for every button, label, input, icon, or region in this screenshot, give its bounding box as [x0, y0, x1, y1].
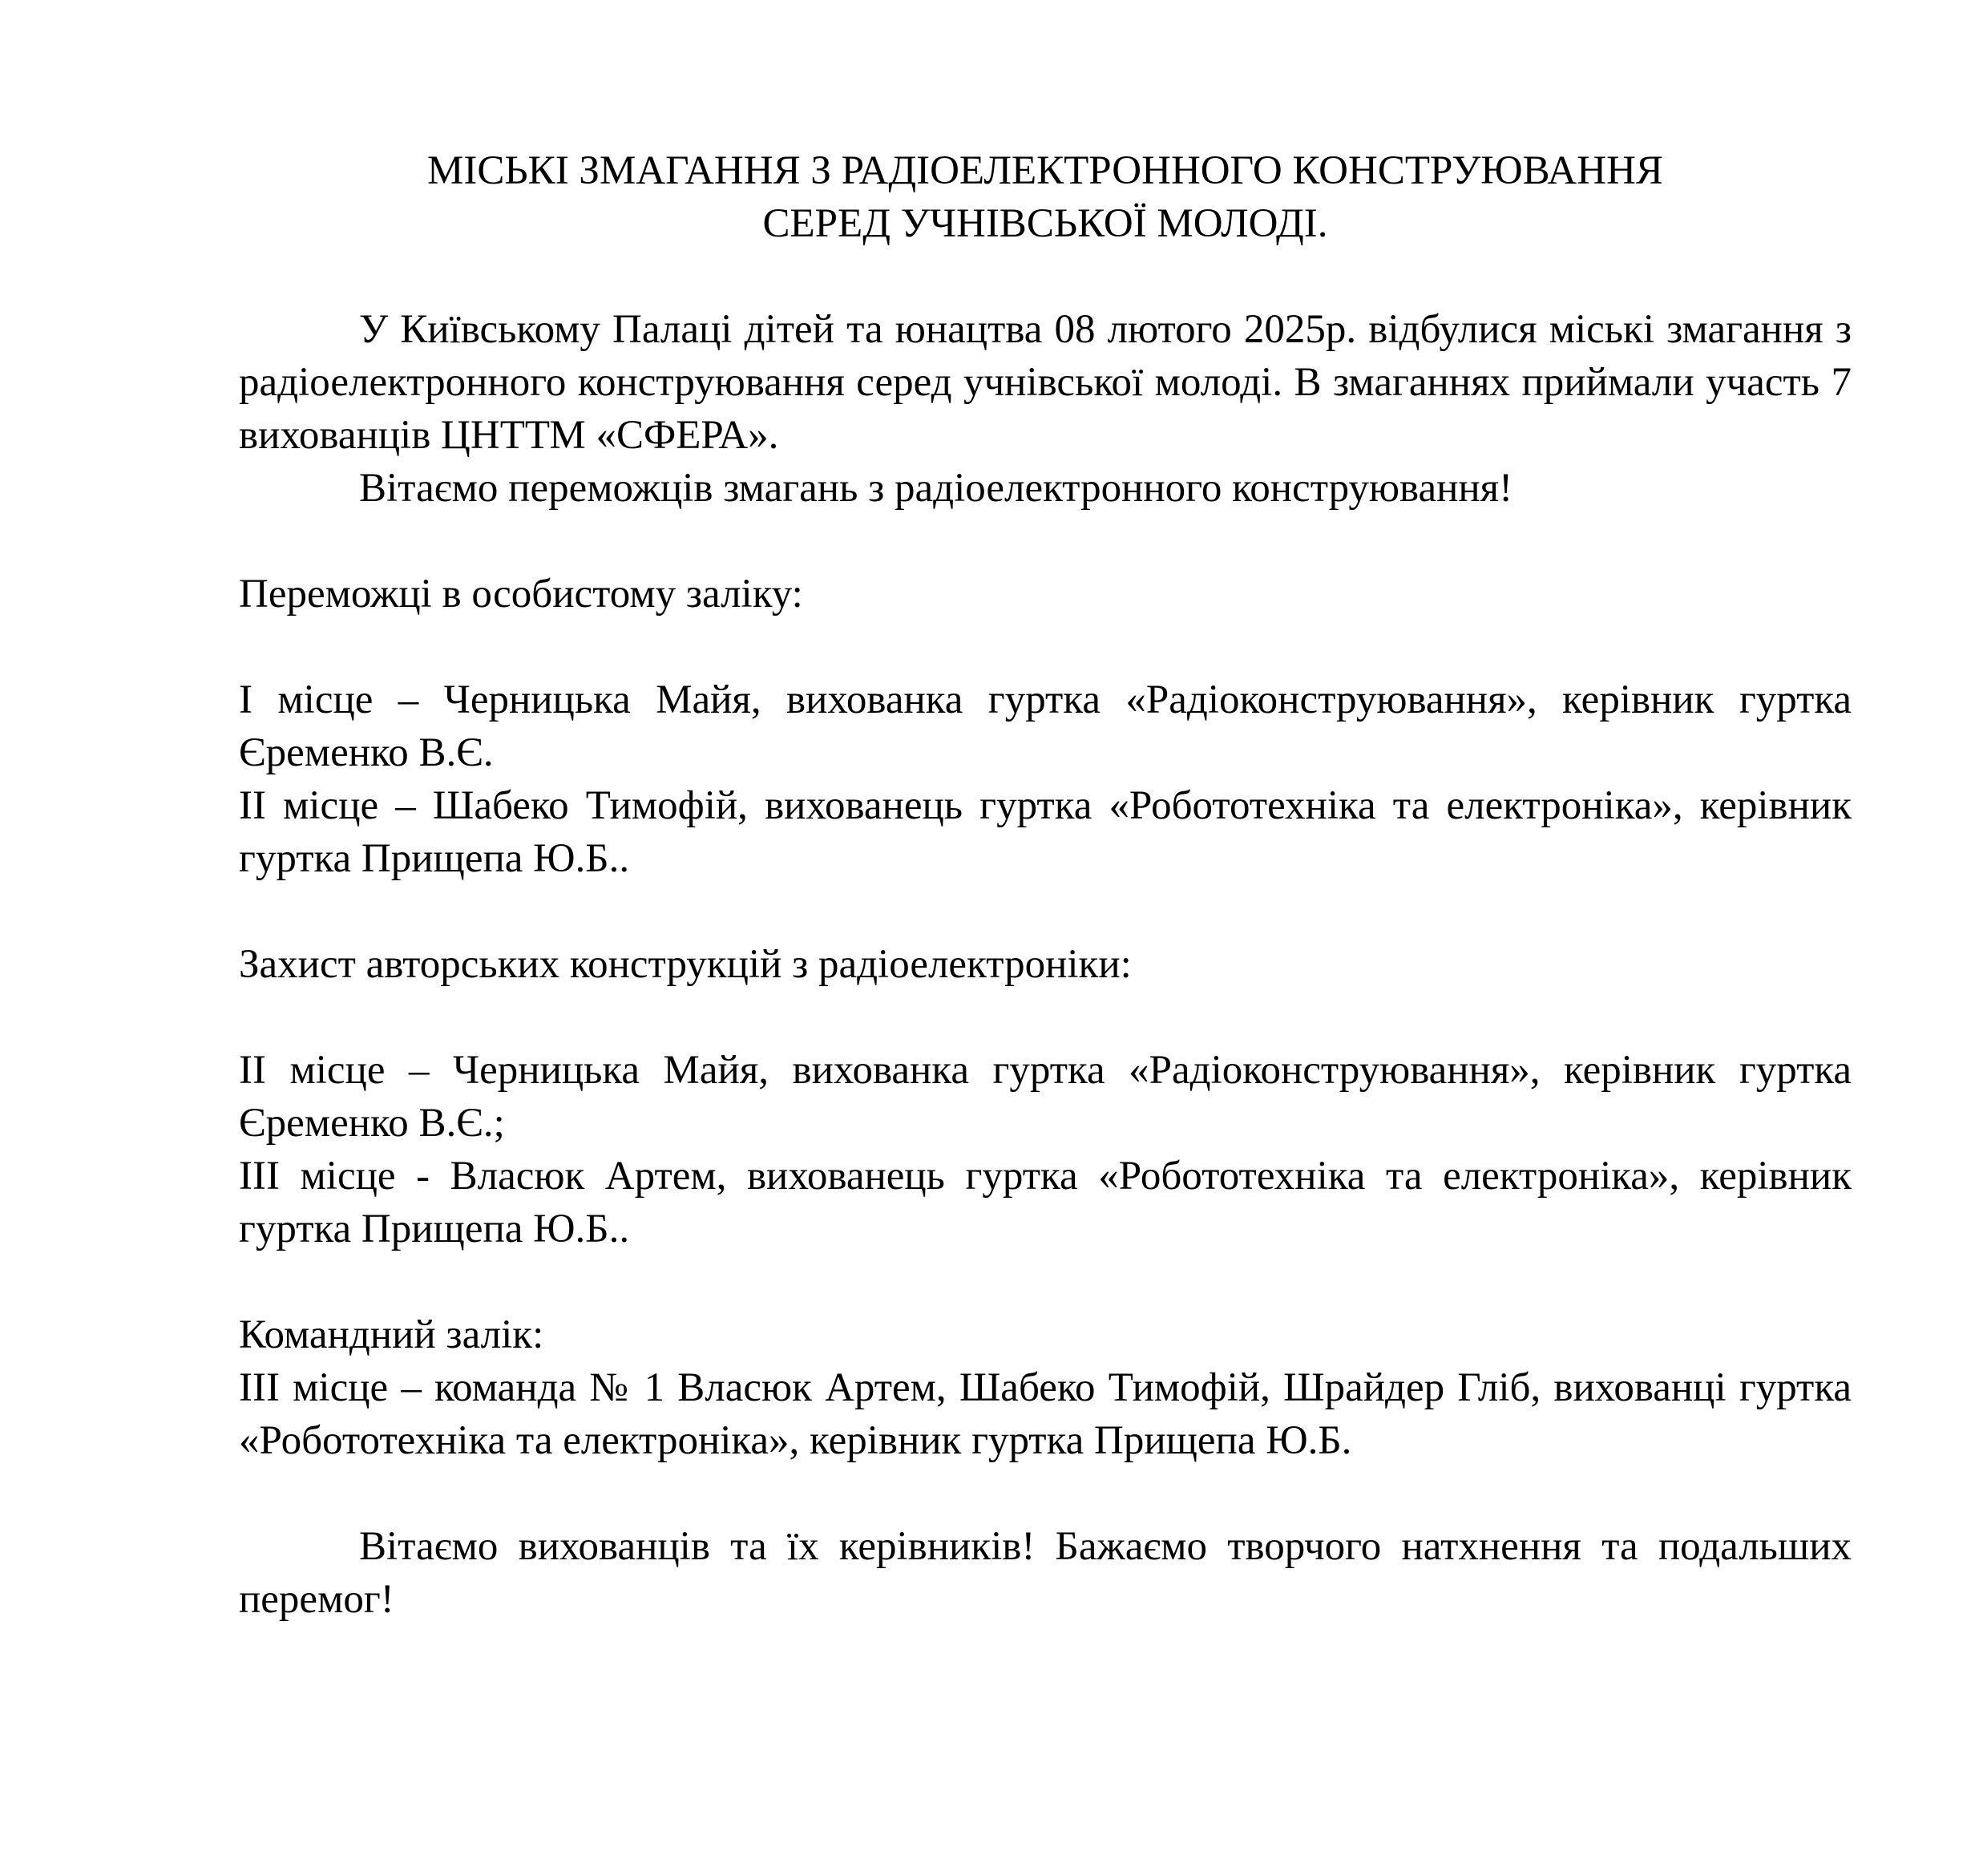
team-entry-1: ІІІ місце – команда № 1 Власюк Артем, Шабеко Тимофій, Шрайдер Гліб, вихованці гуртка «Робототехніка та електроніка», керівник гуртка Прищепа Ю.Б. [239, 1365, 1852, 1463]
document-title [239, 144, 1852, 250]
closing-paragraph: Вітаємо вихованців та їх керівників! Бажаємо творчого натхнення та подальших перемог! [239, 1524, 1852, 1622]
spacer [239, 991, 1852, 1044]
defense-heading: Захист авторських конструкцій з радіоелектроніки: [239, 942, 1132, 987]
congrats-line: Вітаємо переможців змагань з радіоелектронного конструювання! [359, 466, 1513, 511]
spacer [239, 1467, 1852, 1520]
spacer [239, 515, 1852, 568]
team-heading: Командний залік: [239, 1312, 544, 1357]
spacer [239, 885, 1852, 938]
individual-entry-2: ІІ місце – Шабеко Тимофій, вихованець гуртка «Робототехніка та електроніка», керівник гуртка Прищепа Ю.Б.. [239, 783, 1852, 881]
individual-heading: Переможці в особистому заліку: [239, 572, 803, 617]
spacer [239, 250, 1852, 303]
spacer [239, 1255, 1852, 1308]
title-line-1: МІСЬКІ ЗМАГАННЯ З РАДІОЕЛЕКТРОННОГО КОНСТРУЮВАННЯ [427, 148, 1663, 193]
spacer [239, 621, 1852, 673]
defense-entry-2: ІІІ місце - Власюк Артем, вихованець гуртка «Робототехніка та електроніка», керівник гуртка Прищепа Ю.Б.. [239, 1154, 1852, 1251]
defense-entry-1: ІІ місце – Черницька Майя, вихованка гуртка «Радіоконструювання», керівник гуртка Єременко В.Є.; [239, 1048, 1852, 1146]
title-line-2: СЕРЕД УЧНІВСЬКОЇ МОЛОДІ. [762, 201, 1328, 246]
intro-paragraph: У Київському Палаці дітей та юнацтва 08 лютого 2025р. відбулися міські змагання з радіоелектронного конструювання серед учнівської молоді. В змаганнях приймали участь 7 вихованців ЦНТТМ «СФЕРА». [239, 307, 1852, 458]
document-body [239, 144, 1852, 1626]
individual-entry-1: І місце – Черницька Майя, вихованка гуртка «Радіоконструювання», керівник гуртка Єременко В.Є. [239, 677, 1852, 775]
